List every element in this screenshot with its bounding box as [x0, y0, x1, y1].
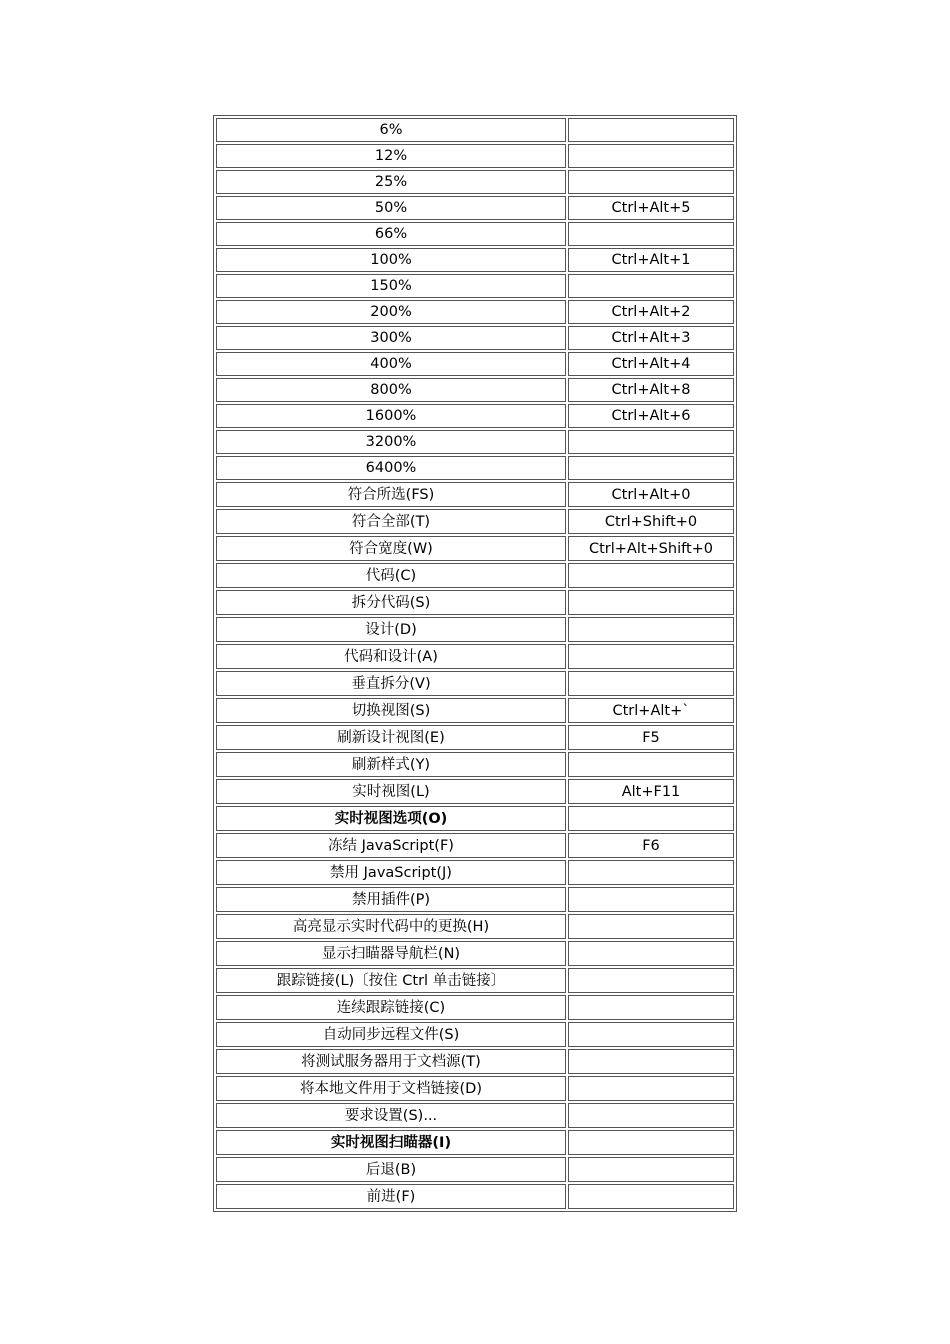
table-row — [216, 968, 734, 993]
command-cell: 禁用 JavaScript(J) — [216, 860, 566, 885]
command-cell: 300% — [216, 326, 566, 350]
shortcut-cell: Ctrl+Alt+` — [568, 698, 734, 723]
shortcut-cell: Ctrl+Alt+8 — [568, 378, 734, 402]
table-row — [216, 779, 734, 804]
table-row — [216, 914, 734, 939]
shortcut-cell: Ctrl+Alt+0 — [568, 482, 734, 507]
shortcut-cell: Ctrl+Shift+0 — [568, 509, 734, 534]
table-row — [216, 326, 734, 350]
command-cell: 跟踪链接(L)〔按住 Ctrl 单击链接〕 — [216, 968, 566, 993]
table-row — [216, 995, 734, 1020]
shortcut-cell — [568, 274, 734, 298]
shortcut-cell — [568, 456, 734, 480]
command-cell: 禁用插件(P) — [216, 887, 566, 912]
shortcut-cell — [568, 563, 734, 588]
table-row — [216, 456, 734, 480]
command-cell: 将测试服务器用于文档源(T) — [216, 1049, 566, 1074]
shortcut-cell — [568, 887, 734, 912]
command-cell: 800% — [216, 378, 566, 402]
shortcut-cell — [568, 644, 734, 669]
shortcut-cell: Ctrl+Alt+2 — [568, 300, 734, 324]
command-cell: 25% — [216, 170, 566, 194]
command-cell: 100% — [216, 248, 566, 272]
table-row — [216, 1076, 734, 1101]
command-cell: 66% — [216, 222, 566, 246]
table-row — [216, 509, 734, 534]
shortcut-cell — [568, 1184, 734, 1209]
table-row — [216, 725, 734, 750]
command-cell: 自动同步远程文件(S) — [216, 1022, 566, 1047]
shortcut-cell: F5 — [568, 725, 734, 750]
table-row — [216, 833, 734, 858]
command-cell: 150% — [216, 274, 566, 298]
command-cell: 切换视图(S) — [216, 698, 566, 723]
shortcut-cell — [568, 860, 734, 885]
shortcut-cell — [568, 590, 734, 615]
table-row — [216, 274, 734, 298]
command-cell: 代码和设计(A) — [216, 644, 566, 669]
table-row — [216, 1103, 734, 1128]
table-row — [216, 887, 734, 912]
table-row — [216, 671, 734, 696]
table-row — [216, 617, 734, 642]
shortcut-cell — [568, 617, 734, 642]
shortcut-cell: Ctrl+Alt+4 — [568, 352, 734, 376]
command-cell: 符合宽度(W) — [216, 536, 566, 561]
table-row — [216, 806, 734, 831]
shortcut-cell: Alt+F11 — [568, 779, 734, 804]
table-row — [216, 352, 734, 376]
command-cell: 显示扫瞄器导航栏(N) — [216, 941, 566, 966]
table-row — [216, 222, 734, 246]
command-cell: 实时视图(L) — [216, 779, 566, 804]
command-cell: 连续跟踪链接(C) — [216, 995, 566, 1020]
command-cell: 拆分代码(S) — [216, 590, 566, 615]
table-row — [216, 118, 734, 142]
command-cell: 400% — [216, 352, 566, 376]
shortcut-cell — [568, 1130, 734, 1155]
table-row — [216, 644, 734, 669]
table-row — [216, 1022, 734, 1047]
shortcut-cell: Ctrl+Alt+Shift+0 — [568, 536, 734, 561]
shortcut-cell — [568, 170, 734, 194]
shortcut-cell: Ctrl+Alt+1 — [568, 248, 734, 272]
shortcut-cell — [568, 806, 734, 831]
command-cell: 高亮显示实时代码中的更换(H) — [216, 914, 566, 939]
shortcut-cell: Ctrl+Alt+3 — [568, 326, 734, 350]
shortcut-cell — [568, 222, 734, 246]
command-cell: 刷新设计视图(E) — [216, 725, 566, 750]
table-body — [216, 118, 734, 1209]
table-row — [216, 482, 734, 507]
command-cell: 前进(F) — [216, 1184, 566, 1209]
command-cell: 1600% — [216, 404, 566, 428]
shortcut-cell — [568, 144, 734, 168]
shortcut-cell — [568, 914, 734, 939]
table-row — [216, 536, 734, 561]
command-cell: 实时视图选项(O) — [216, 806, 566, 831]
command-cell: 将本地文件用于文档链接(D) — [216, 1076, 566, 1101]
command-cell: 后退(B) — [216, 1157, 566, 1182]
shortcut-cell — [568, 1103, 734, 1128]
command-cell: 设计(D) — [216, 617, 566, 642]
table-row — [216, 196, 734, 220]
table-row — [216, 300, 734, 324]
shortcut-cell — [568, 1049, 734, 1074]
shortcut-cell — [568, 118, 734, 142]
table-row — [216, 860, 734, 885]
table-row — [216, 378, 734, 402]
shortcut-cell — [568, 671, 734, 696]
shortcut-cell — [568, 1076, 734, 1101]
table-row — [216, 590, 734, 615]
table-row — [216, 941, 734, 966]
table-row — [216, 752, 734, 777]
table-row — [216, 144, 734, 168]
table-row — [216, 1130, 734, 1155]
table-row — [216, 1049, 734, 1074]
table-row — [216, 698, 734, 723]
shortcut-cell — [568, 941, 734, 966]
command-cell: 6% — [216, 118, 566, 142]
shortcut-cell: Ctrl+Alt+6 — [568, 404, 734, 428]
table-row — [216, 404, 734, 428]
command-cell: 3200% — [216, 430, 566, 454]
shortcut-cell: Ctrl+Alt+5 — [568, 196, 734, 220]
table-row — [216, 1184, 734, 1209]
command-cell: 符合所选(FS) — [216, 482, 566, 507]
command-cell: 垂直拆分(V) — [216, 671, 566, 696]
shortcut-cell — [568, 430, 734, 454]
command-cell: 6400% — [216, 456, 566, 480]
command-cell: 符合全部(T) — [216, 509, 566, 534]
table-row — [216, 170, 734, 194]
command-cell: 冻结 JavaScript(F) — [216, 833, 566, 858]
table-row — [216, 430, 734, 454]
shortcut-cell — [568, 1022, 734, 1047]
shortcut-cell — [568, 995, 734, 1020]
command-cell: 刷新样式(Y) — [216, 752, 566, 777]
command-cell: 实时视图扫瞄器(I) — [216, 1130, 566, 1155]
command-cell: 代码(C) — [216, 563, 566, 588]
table-row — [216, 1157, 734, 1182]
table-row — [216, 248, 734, 272]
shortcut-cell — [568, 752, 734, 777]
command-cell: 要求设置(S)... — [216, 1103, 566, 1128]
shortcut-table — [213, 115, 737, 1212]
table-row — [216, 563, 734, 588]
shortcut-cell — [568, 968, 734, 993]
shortcut-cell — [568, 1157, 734, 1182]
shortcut-cell: F6 — [568, 833, 734, 858]
command-cell: 200% — [216, 300, 566, 324]
command-cell: 50% — [216, 196, 566, 220]
command-cell: 12% — [216, 144, 566, 168]
